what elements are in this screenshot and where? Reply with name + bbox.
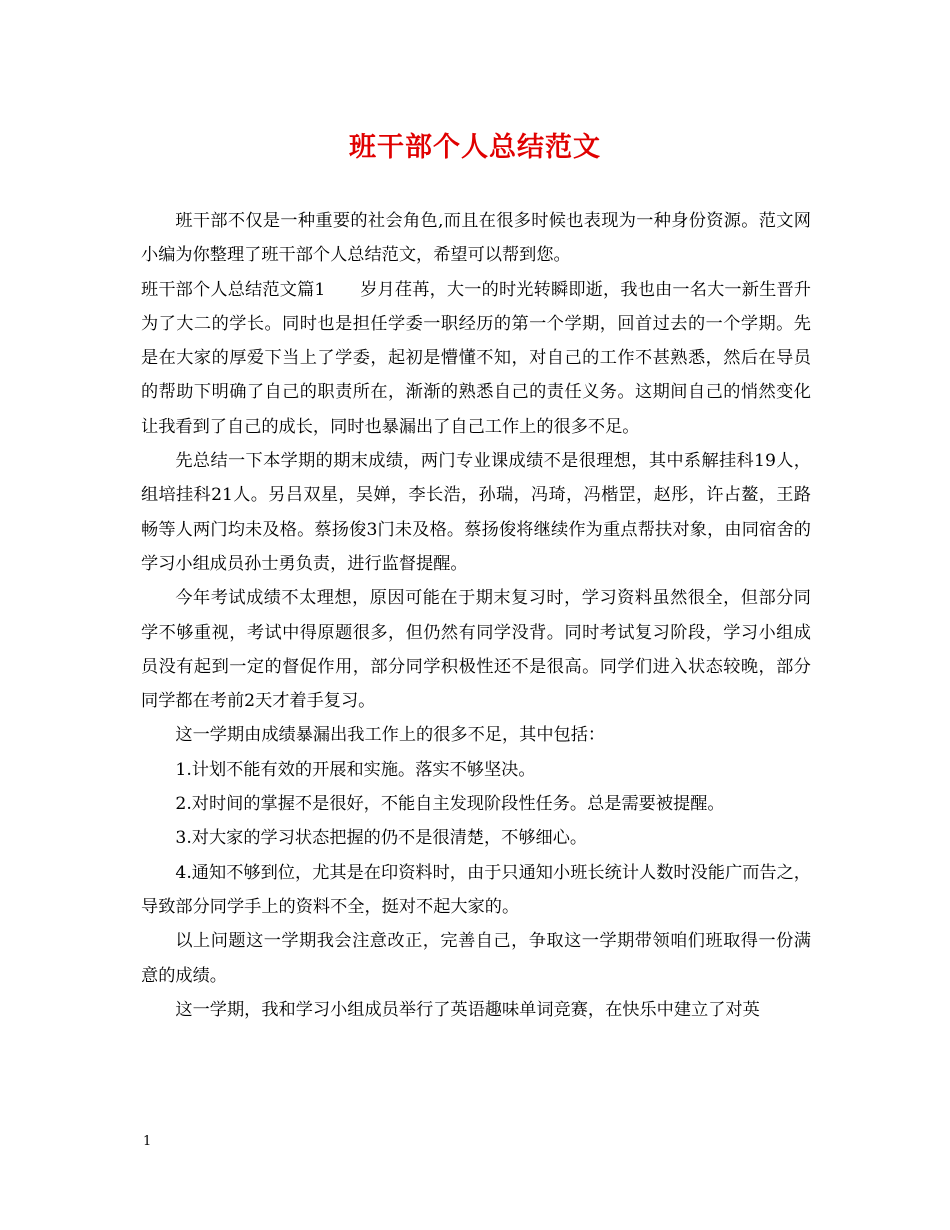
intro-paragraph: 班干部不仅是一种重要的社会角色,而且在很多时候也表现为一种身份资源。范文网小编为你整理了班干部个人总结范文，希望可以帮到您。 — [141, 211, 811, 266]
section-1-paragraph: 班干部个人总结范文篇1 岁月荏苒，大一的时光转瞬即逝，我也由一名大一新生晋升为了大二的学长。同时也是担任学委一职经历的第一个学期，回首过去的一个学期。先是在大家的厚爱下当上了学委，起初是懵懂不知，对自己的工作不甚熟悉，然后在导员的帮助下明确了自己的职责所在，渐渐的熟悉自己的责任义务。这期间自己的悄然变化让我看到了自己的成长，同时也暴漏出了自己工作上的很多不足。 — [141, 279, 811, 437]
list-item: 4.通知不够到位，尤其是在印资料时，由于只通知小班长统计人数时没能广而告之，导致部分同学手上的资料不全，挺对不起大家的。 — [141, 862, 811, 917]
activity-paragraph: 这一学期，我和学习小组成员举行了英语趣味单词竞赛，在快乐中建立了对英 — [175, 999, 760, 1020]
exam-analysis-paragraph: 今年考试成绩不太理想，原因可能在于期末复习时，学习资料虽然很全，但部分同学不够重视，考试中得原题很多，但仍然有同学没背。同时考试复习阶段，学习小组成员没有起到一定的督促作用，部分同学积极性还不是很高。同学们进入状态较晚，部分同学都在考前2天才着手复习。 — [141, 588, 811, 712]
shortcomings-intro: 这一学期由成绩暴漏出我工作上的很多不足，其中包括： — [175, 725, 606, 746]
list-item: 2.对时间的掌握不是很好，不能自主发现阶段性任务。总是需要被提醒。 — [175, 794, 725, 815]
page-number: 1 — [143, 1134, 152, 1149]
grades-paragraph: 先总结一下本学期的期末成绩，两门专业课成绩不是很理想，其中系解挂科19人，组培挂科21人。另吕双星，吴婵，李长浩，孙瑞，冯琦，冯楷罡，赵彤，许占鳌，王路畅等人两门均未及格。蔡扬俊3门未及格。蔡扬俊将继续作为重点帮扶对象，由同宿舍的学习小组成员孙士勇负责，进行监督提醒。 — [141, 451, 811, 574]
document-body — [141, 204, 811, 1027]
improvement-paragraph: 以上问题这一学期我会注意改正，完善自己，争取这一学期带领咱们班取得一份满意的成绩。 — [141, 931, 811, 986]
document-title: 班干部个人总结范文 — [349, 132, 601, 163]
list-item: 3.对大家的学习状态把握的仍不是很清楚，不够细心。 — [175, 828, 588, 849]
list-item: 1.计划不能有效的开展和实施。落实不够坚决。 — [175, 759, 536, 780]
